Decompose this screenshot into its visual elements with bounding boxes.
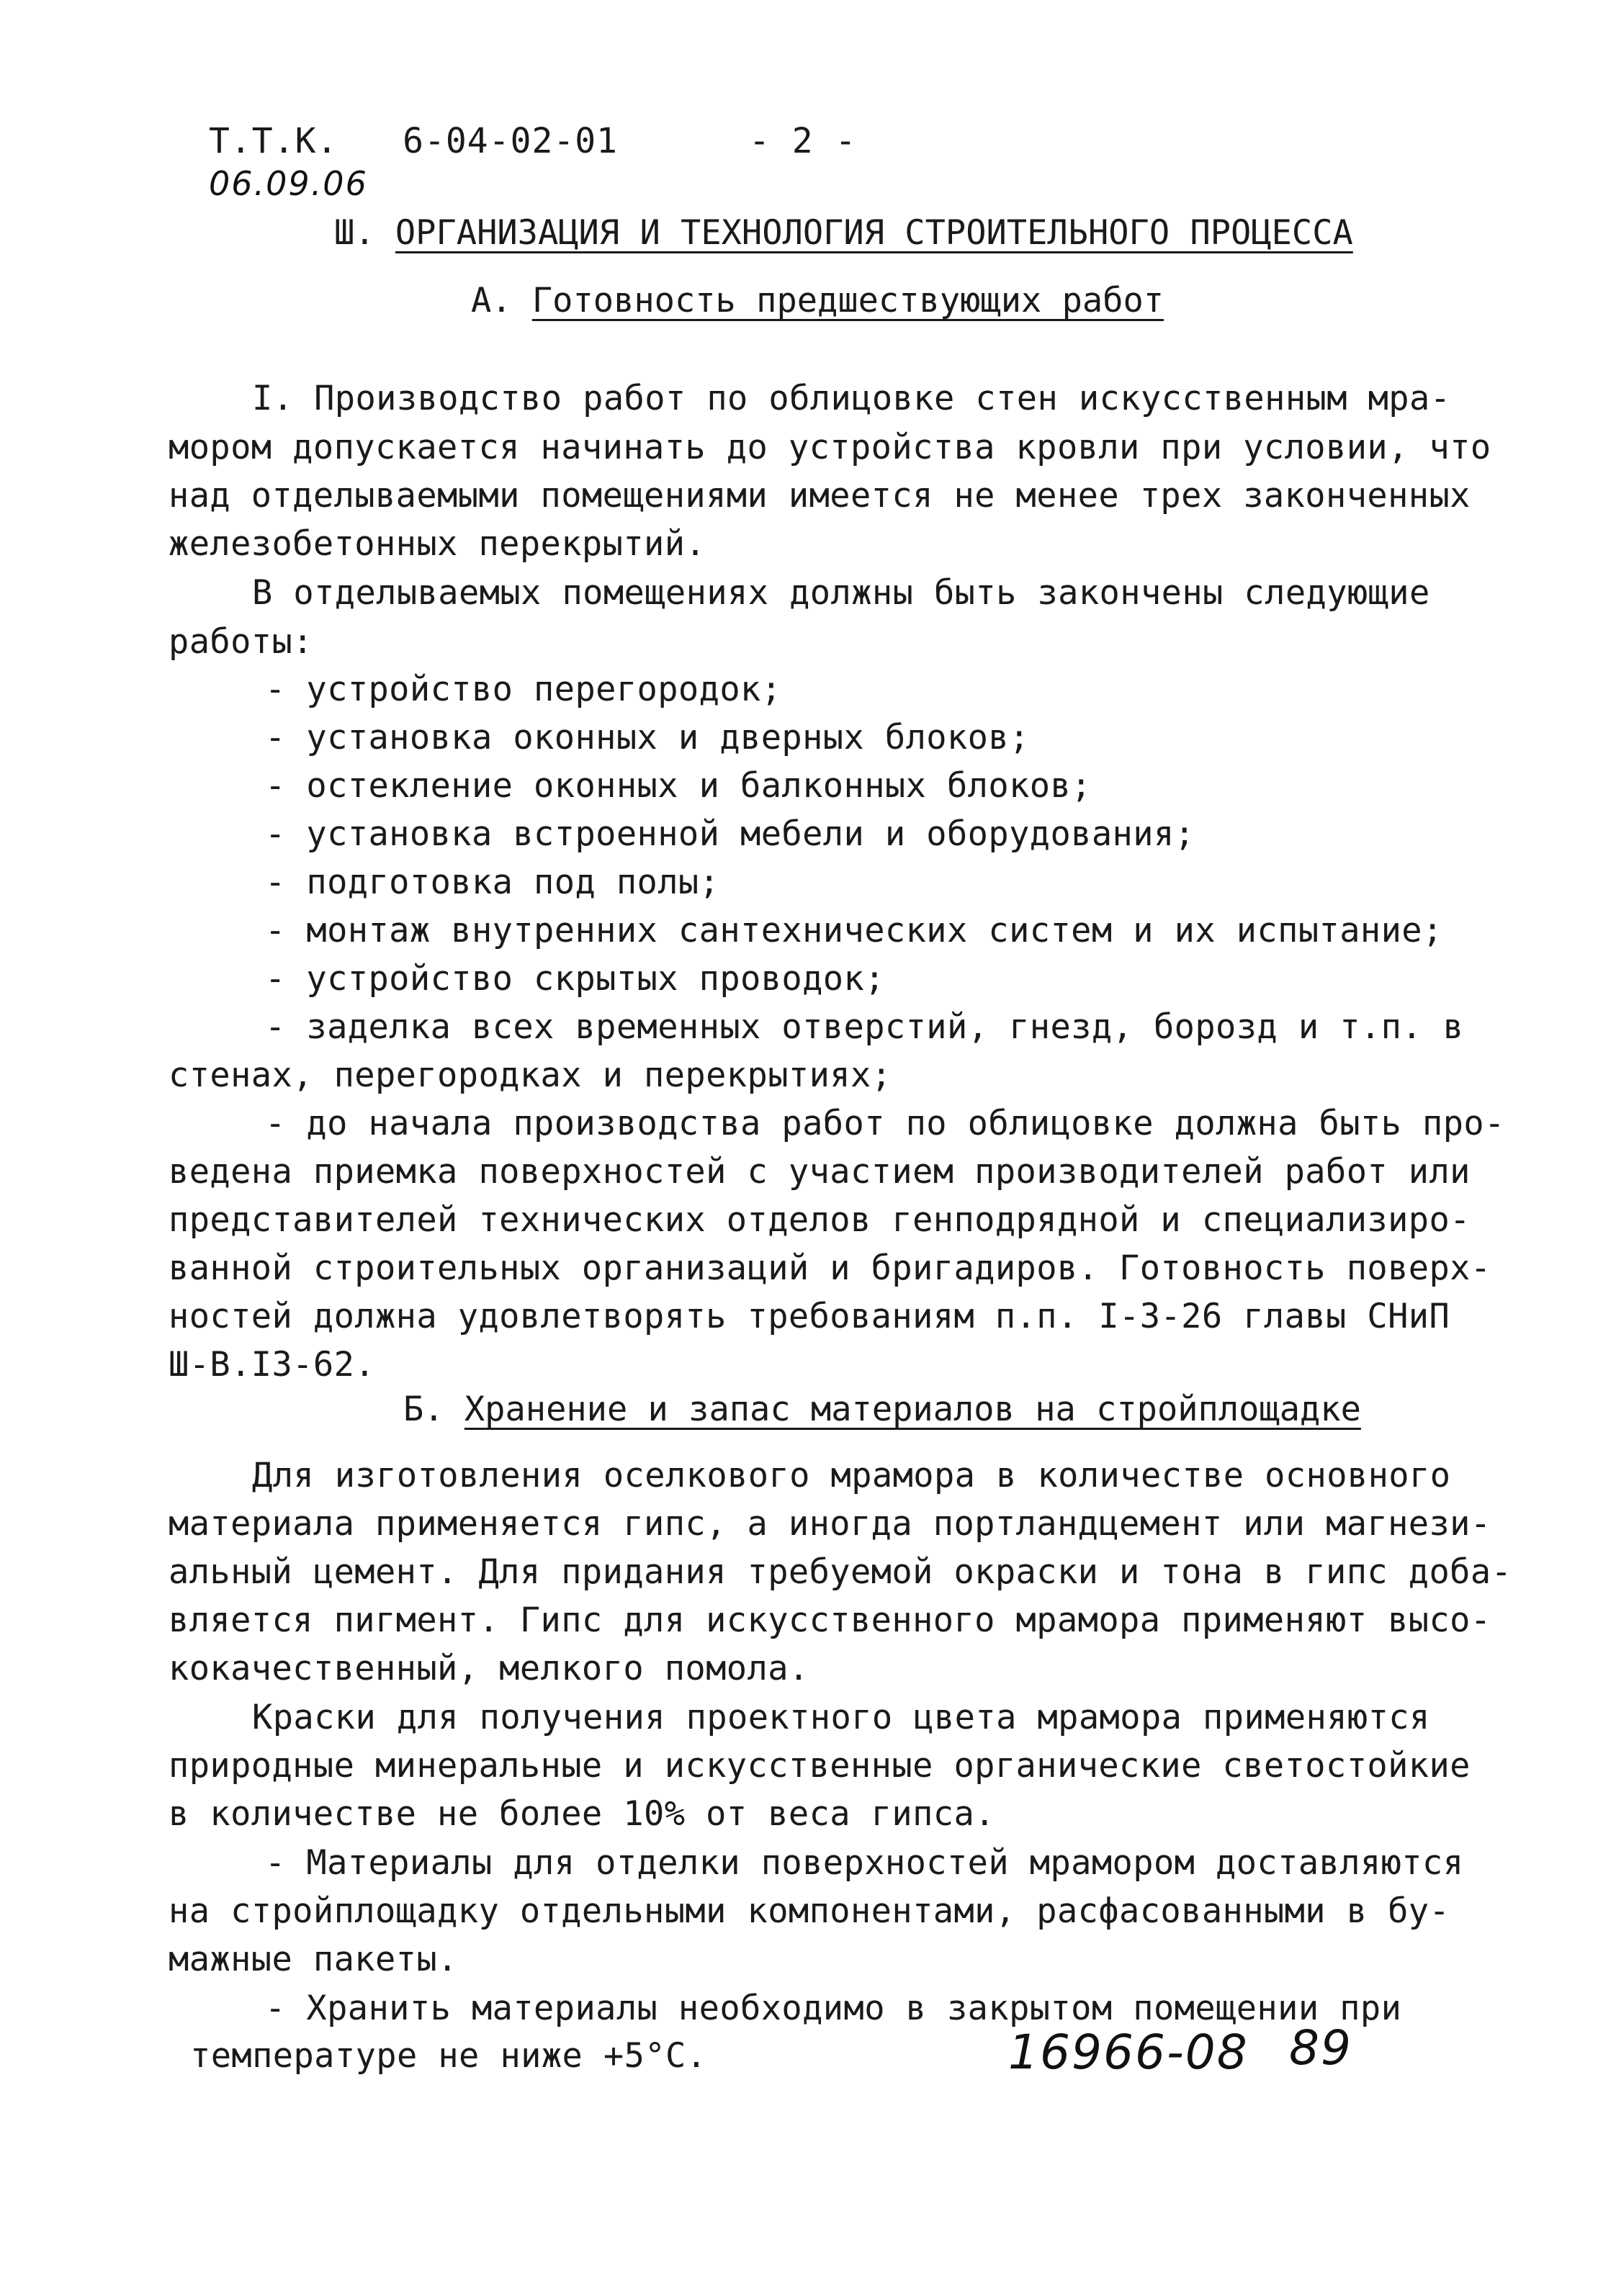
para7-line: температуре не ниже +5°С. bbox=[190, 2036, 707, 2076]
para3-line: ведена приемка поверхностей с участием производителей работ или bbox=[169, 1152, 1471, 1192]
section-title-text: ОРГАНИЗАЦИЯ И ТЕХНОЛОГИЯ СТРОИТЕЛЬНОГО ПРОЦЕССА bbox=[395, 213, 1353, 253]
para4-line: кокачественный, мелкого помола. bbox=[169, 1649, 809, 1688]
archive-number-stamp: 16966-08 bbox=[1008, 2025, 1249, 2080]
para2-line: В отделываемых помещениях должны быть закончены следующие bbox=[252, 573, 1430, 613]
para4-line: материала применяется гипс, а иногда портландцемент или магнези- bbox=[169, 1504, 1491, 1544]
handwritten-date: 06.09.06 bbox=[209, 164, 368, 203]
para1-line: I. Производство работ по облицовке стен искусственным мра- bbox=[252, 379, 1451, 418]
sheet-number-stamp: 89 bbox=[1289, 2020, 1352, 2076]
para1-line: над отделываемыми помещениями имеется не менее трех законченных bbox=[169, 476, 1471, 516]
para6-line: мажные пакеты. bbox=[169, 1940, 458, 1979]
section-title-prefix: Ш. bbox=[334, 213, 395, 253]
page-number: - 2 - bbox=[749, 121, 857, 161]
subsection-a-text: Готовность предшествующих работ bbox=[531, 281, 1164, 320]
para7-line: - Хранить материалы необходимо в закрытом помещении при bbox=[265, 1989, 1402, 2028]
para3-line: ванной строительных организаций и бригадиров. Готовность поверх- bbox=[169, 1248, 1491, 1288]
para3-line: представителей технических отделов генподрядной и специализиро- bbox=[169, 1200, 1471, 1240]
subsection-b-title bbox=[403, 1390, 1361, 1429]
subsection-b-prefix: Б. bbox=[403, 1390, 464, 1429]
list-item: - установка встроенной мебели и оборудования; bbox=[265, 814, 1195, 854]
para1-line: железобетонных перекрытий. bbox=[169, 524, 706, 564]
subsection-a-prefix: А. bbox=[471, 281, 532, 320]
para6-line: - Материалы для отделки поверхностей мрамором доставляются bbox=[265, 1843, 1464, 1883]
list-item: - подготовка под полы; bbox=[265, 863, 720, 902]
para3-line: Ш-В.I3-62. bbox=[169, 1345, 375, 1385]
list-item: - монтаж внутренних сантехнических систем и их испытание; bbox=[265, 911, 1443, 950]
subsection-a-title bbox=[471, 281, 1164, 320]
para3-line: ностей должна удовлетворять требованиям п.п. I-3-26 главы СНиП bbox=[169, 1297, 1450, 1336]
para5-line: Краски для получения проектного цвета мрамора применяются bbox=[252, 1698, 1430, 1737]
subsection-b-text: Хранение и запас материалов на стройплощадке bbox=[464, 1390, 1361, 1429]
list-item: - устройство скрытых проводок; bbox=[265, 959, 885, 999]
list-item: - остекление оконных и балконных блоков; bbox=[265, 766, 1092, 806]
para4-line: вляется пигмент. Гипс для искусственного мрамора применяют высо- bbox=[169, 1601, 1491, 1640]
para3-line: - до начала производства работ по облицовке должна быть про- bbox=[265, 1104, 1505, 1143]
para1-line: мором допускается начинать до устройства кровли при условии, что bbox=[169, 428, 1491, 467]
para4-line: Для изготовления оселкового мрамора в количестве основного bbox=[252, 1456, 1451, 1495]
list-item: - установка оконных и дверных блоков; bbox=[265, 718, 1030, 757]
para4-line: альный цемент. Для придания требуемой окраски и тона в гипс доба- bbox=[169, 1552, 1512, 1592]
doc-code: Т.Т.К. 6-04-02-01 bbox=[209, 121, 619, 161]
para5-line: в количестве не более 10% от веса гипса. bbox=[169, 1794, 995, 1834]
para2-line: работы: bbox=[169, 622, 313, 662]
list-item-cont: стенах, перегородках и перекрытиях; bbox=[169, 1055, 892, 1095]
para5-line: природные минеральные и искусственные органические светостойкие bbox=[169, 1746, 1471, 1786]
list-item: - устройство перегородок; bbox=[265, 670, 782, 709]
para6-line: на стройплощадку отдельными компонентами, расфасованными в бу- bbox=[169, 1891, 1450, 1931]
section-title bbox=[334, 213, 1353, 253]
list-item: - заделка всех временных отверстий, гнезд, борозд и т.п. в bbox=[265, 1007, 1464, 1047]
